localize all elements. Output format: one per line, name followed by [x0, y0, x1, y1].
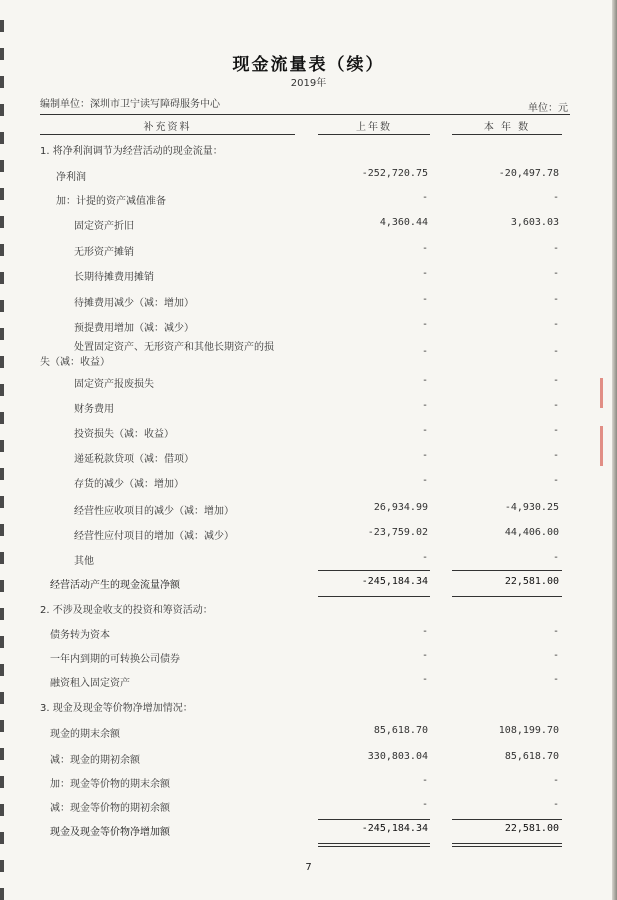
current-year-value: - — [552, 475, 559, 486]
binding-mark — [0, 104, 4, 116]
row-label: 固定资产折旧 — [74, 221, 134, 232]
row-label: 预提费用增加（减：减少） — [74, 323, 194, 334]
row-label: 存货的减少（减：增加） — [74, 479, 184, 490]
row-label: 经营性应收项目的减少（减：增加） — [74, 506, 234, 517]
current-year-value: - — [552, 375, 559, 386]
table-row — [0, 475, 617, 495]
row-label: 2. 不涉及现金收支的投资和筹资活动： — [40, 605, 213, 616]
current-year-value: - — [552, 192, 559, 203]
table-row — [0, 268, 617, 288]
row-label: 债务转为资本 — [50, 630, 110, 641]
current-year-value: - — [552, 400, 559, 411]
binding-mark — [0, 20, 4, 32]
total-double-rule-curr-2 — [452, 846, 562, 847]
prev-year-value: 26,934.99 — [373, 502, 428, 513]
row-label: 其他 — [74, 556, 94, 567]
current-year-value: - — [552, 425, 559, 436]
row-label: 递延税款贷项（减：借项） — [74, 454, 194, 465]
prev-year-value: -245,184.34 — [361, 823, 428, 834]
row-label: 一年内到期的可转换公司债券 — [50, 654, 180, 665]
current-year-value: - — [552, 626, 559, 637]
row-label-continued: 失（减：收益） — [40, 357, 110, 368]
current-year-value: - — [552, 243, 559, 254]
prev-year-value: - — [421, 425, 428, 436]
report-year: 2019年 — [290, 78, 327, 89]
current-year-value: - — [552, 268, 559, 279]
prev-year-value: - — [421, 674, 428, 685]
table-row — [0, 425, 617, 445]
row-label: 减：现金等价物的期初余额 — [50, 803, 170, 814]
column-header-item: 补充资料 — [143, 122, 192, 133]
table-row — [0, 799, 617, 819]
prev-year-value: - — [421, 799, 428, 810]
current-year-value: 22,581.00 — [504, 823, 559, 834]
row-label: 加：计提的资产减值准备 — [56, 196, 166, 207]
prev-year-value: - — [421, 243, 428, 254]
prev-year-value: -23,759.02 — [367, 527, 428, 538]
row-label: 固定资产报废损失 — [74, 379, 154, 390]
total-rule-curr — [452, 819, 562, 820]
table-row — [0, 502, 617, 522]
prev-year-value: - — [421, 294, 428, 305]
row-label: 处置固定资产、无形资产和其他长期资产的损 — [74, 342, 274, 353]
table-row — [0, 751, 617, 771]
prev-year-value: - — [421, 475, 428, 486]
header-rule-curr — [452, 134, 562, 135]
current-year-value: - — [552, 674, 559, 685]
row-label: 无形资产摊销 — [74, 247, 134, 258]
row-label: 融资租入固定资产 — [50, 678, 130, 689]
prev-year-value: - — [421, 346, 428, 357]
table-row — [0, 527, 617, 547]
current-year-value: - — [552, 650, 559, 661]
table-row — [0, 650, 617, 670]
prev-year-value: -252,720.75 — [361, 168, 428, 179]
table-row — [0, 294, 617, 314]
page-number: 7 — [305, 862, 312, 873]
subtotal-underline-curr — [452, 596, 562, 597]
total-double-rule-prev-2 — [318, 846, 430, 847]
total-double-rule-curr-1 — [452, 843, 562, 844]
current-year-value: - — [552, 294, 559, 305]
binding-mark — [0, 888, 4, 900]
prev-year-value: - — [421, 319, 428, 330]
prev-year-value: - — [421, 650, 428, 661]
current-year-value: 85,618.70 — [504, 751, 559, 762]
current-year-value: -4,930.25 — [504, 502, 559, 513]
prev-year-value: - — [421, 375, 428, 386]
table-row — [0, 576, 617, 596]
row-label: 1. 将净利润调节为经营活动的现金流量： — [40, 146, 223, 157]
header-rule-item — [40, 134, 295, 135]
prev-year-value: - — [421, 450, 428, 461]
table-row — [0, 142, 617, 162]
current-year-value: -20,497.78 — [498, 168, 559, 179]
current-year-value: 108,199.70 — [498, 725, 559, 736]
row-label: 投资损失（减：收益） — [74, 429, 174, 440]
row-label: 现金及现金等价物净增加额 — [50, 827, 170, 838]
current-year-value: - — [552, 799, 559, 810]
row-label: 长期待摊费用摊销 — [74, 272, 154, 283]
total-double-rule-prev-1 — [318, 843, 430, 844]
table-row — [0, 552, 617, 572]
table-row — [0, 450, 617, 470]
current-year-value: - — [552, 450, 559, 461]
table-row — [0, 243, 617, 263]
row-label: 现金的期末余额 — [50, 729, 120, 740]
row-label: 减：现金的期初余额 — [50, 755, 140, 766]
table-row — [0, 319, 617, 339]
current-year-value: 3,603.03 — [510, 217, 559, 228]
prev-year-value: - — [421, 552, 428, 563]
column-header-prev-year: 上年数 — [356, 122, 392, 133]
prev-year-value: 85,618.70 — [373, 725, 428, 736]
table-row — [0, 626, 617, 646]
header-rule-prev — [318, 134, 430, 135]
current-year-value: - — [552, 319, 559, 330]
row-label: 经营活动产生的现金流量净额 — [50, 580, 180, 591]
row-label: 财务费用 — [74, 404, 114, 415]
current-year-value: 44,406.00 — [504, 527, 559, 538]
subtotal-rule-curr — [452, 570, 562, 571]
current-year-value: - — [552, 775, 559, 786]
table-row — [0, 823, 617, 843]
prev-year-value: - — [421, 192, 428, 203]
prev-year-value: -245,184.34 — [361, 576, 428, 587]
column-header-current-year: 本 年 数 — [483, 122, 531, 133]
prev-year-value: - — [421, 626, 428, 637]
prev-year-value: 330,803.04 — [367, 751, 428, 762]
current-year-value: - — [552, 552, 559, 563]
row-label: 加：现金等价物的期末余额 — [50, 779, 170, 790]
row-label: 经营性应付项目的增加（减：减少） — [74, 531, 234, 542]
table-row — [0, 775, 617, 795]
page-title: 现金流量表（续） — [232, 55, 385, 75]
table-row — [0, 375, 617, 395]
prev-year-value: - — [421, 400, 428, 411]
current-year-value: 22,581.00 — [504, 576, 559, 587]
table-row — [0, 674, 617, 694]
prev-year-value: 4,360.44 — [379, 217, 428, 228]
row-label: 3. 现金及现金等价物净增加情况： — [40, 703, 193, 714]
table-row — [0, 168, 617, 188]
current-year-value: - — [552, 346, 559, 357]
total-rule-prev — [318, 819, 430, 820]
prev-year-value: - — [421, 268, 428, 279]
subtotal-rule-prev — [318, 570, 430, 571]
table-row — [0, 217, 617, 237]
table-row — [0, 699, 617, 719]
table-row — [0, 342, 617, 368]
table-top-rule — [40, 114, 570, 115]
table-row — [0, 192, 617, 212]
currency-unit: 单位：元 — [528, 103, 568, 114]
row-label: 待摊费用减少（减：增加） — [74, 298, 194, 309]
table-row — [0, 725, 617, 745]
table-row — [0, 601, 617, 621]
subtotal-underline-prev — [318, 596, 430, 597]
company-name: 编制单位：深圳市卫宁读写障碍服务中心 — [40, 99, 220, 110]
prev-year-value: - — [421, 775, 428, 786]
row-label: 净利润 — [56, 172, 86, 183]
table-row — [0, 400, 617, 420]
